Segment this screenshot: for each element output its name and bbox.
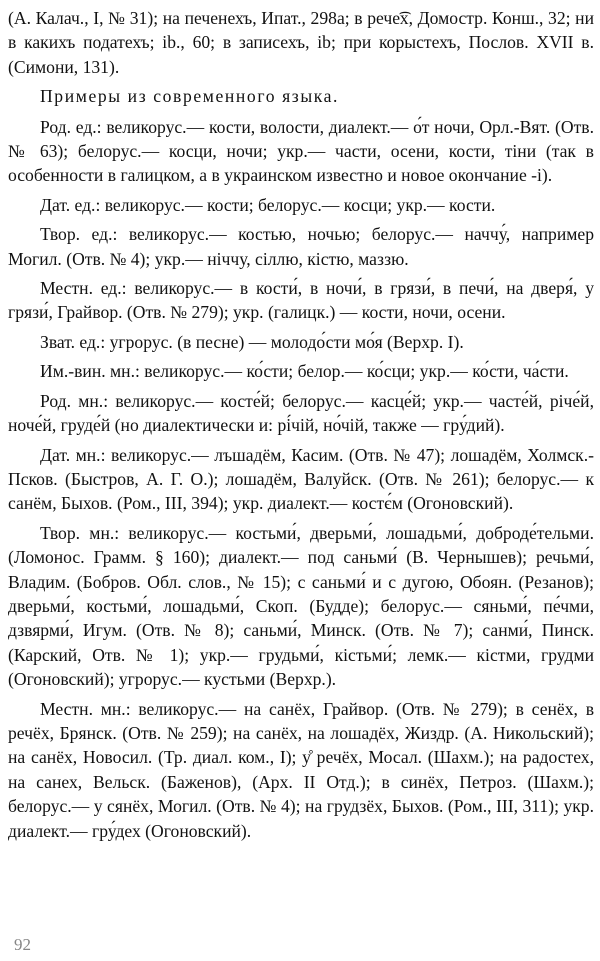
paragraph-locative-singular: Местн. ед.: великорус.— в кости́, в ночи́, в грязи́, в печи́, на дверя́, у грязи́, Грайвор. (Отв. № 279); укр. (галицк.) — кости, ночи, осени.	[8, 278, 594, 323]
paragraph-genitive-singular: Род. ед.: великорус.— кости, волости, диалект.— о́т ночи, Орл.-Вят. (Отв. № 63); белорус.— косци, ночи; укр.— части, осени, кости, тіни (так в особенности в галицком, а в украинском известно и новое окончание -i).	[8, 116, 594, 186]
page-text-block	[8, 6, 594, 843]
paragraph-nominative-plural: Им.-вин. мн.: великорус.— ко́сти; белор.— ко́сци; укр.— ко́сти, ча́сти.	[40, 361, 569, 382]
paragraph-locative-plural: Местн. мн.: великорус.— на санёх, Грайвор. (Отв. № 279); в сенёх, в речёх, Брянск. (Отв. № 259); на санёх, на лошадёх, Жиздр. (А. Никольский); на санёх, Новосил. (Тр. диал. ком., I); у̊ речёх, Мосал. (Шахм.); на радостех, на санех, Вельск. (Баженов), (Арх. II Отд.); в синёх, Петроз. (Шахм.); белорус.— у сянёх, Могил. (Отв. № 4); на грудзёх, Быхов. (Ром., III, 311); укр. диалект.— гру́дех (Огоновский).	[8, 698, 594, 841]
paragraph-dative-singular: Дат. ед.: великорус.— кости; белорус.— косци; укр.— кости.	[40, 194, 496, 215]
paragraph-dative-plural: Дат. мн.: великорус.— лъшадём, Касим. (Отв. № 47); лошадём, Холмск.-Псков. (Быстров, А. Г. О.); лошадём, Валуйск. (Отв. № 261); белорус.— к санём, Быхов. (Ром., III, 394); укр. диалект.— костє́м (Огоновский).	[8, 444, 594, 514]
paragraph-vocative-singular: Зват. ед.: угрорус. (в песне) — молодо́сти мо́я (Верхр. I).	[40, 331, 464, 352]
paragraph-instrumental-singular: Твор. ед.: великорус.— костью, ночью; белорус.— наччу́, например Могил. (Отв. № 4); укр.— ніччу, сіллю, кістю, маззю.	[8, 224, 594, 269]
paragraph-continuation: (А. Калач., I, № 31); на печенехъ, Ипат., 298а; в рече͡х, Домостр. Конш., 32; ни в какихъ податехъ; ib., 60; в записехъ, ib; при корыстехъ, Послов. XVII в. (Симони, 131).	[8, 8, 594, 77]
paragraph-instrumental-plural: Твор. мн.: великорус.— костьми́, дверьми́, лошадьми́, доброде́тельми. (Ломонос. Грамм. § 160); диалект.— под саньми́ (В. Чернышев); речьми́, Владим. (Бобров. Обл. слов., № 15); с саньми́ и с дугою, Обоян. (Резанов); дверьми́, костьми́, лошадьми́, Скоп. (Будде); белорус.— сяньми́, пе́чми, дзвярми́, Игум. (Отв. № 8); саньми́, Минск. (Отв. № 7); санми́, Пинск. (Карский, Отв. № 1); укр.— грудьми́, кістьми́; лемк.— кістми, грудми (Огоновский); угрорус.— кустьми (Верхр.).	[8, 522, 594, 690]
page-number: 92	[14, 935, 31, 954]
paragraph-genitive-plural: Род. мн.: великорус.— косте́й; белорус.— касце́й; укр.— часте́й, річе́й, ноче́й, груде́й (но диалектически и: рі́чій, но́чій, также — гру́дий).	[8, 390, 594, 436]
section-heading: Примеры из современного языка.	[40, 86, 340, 107]
